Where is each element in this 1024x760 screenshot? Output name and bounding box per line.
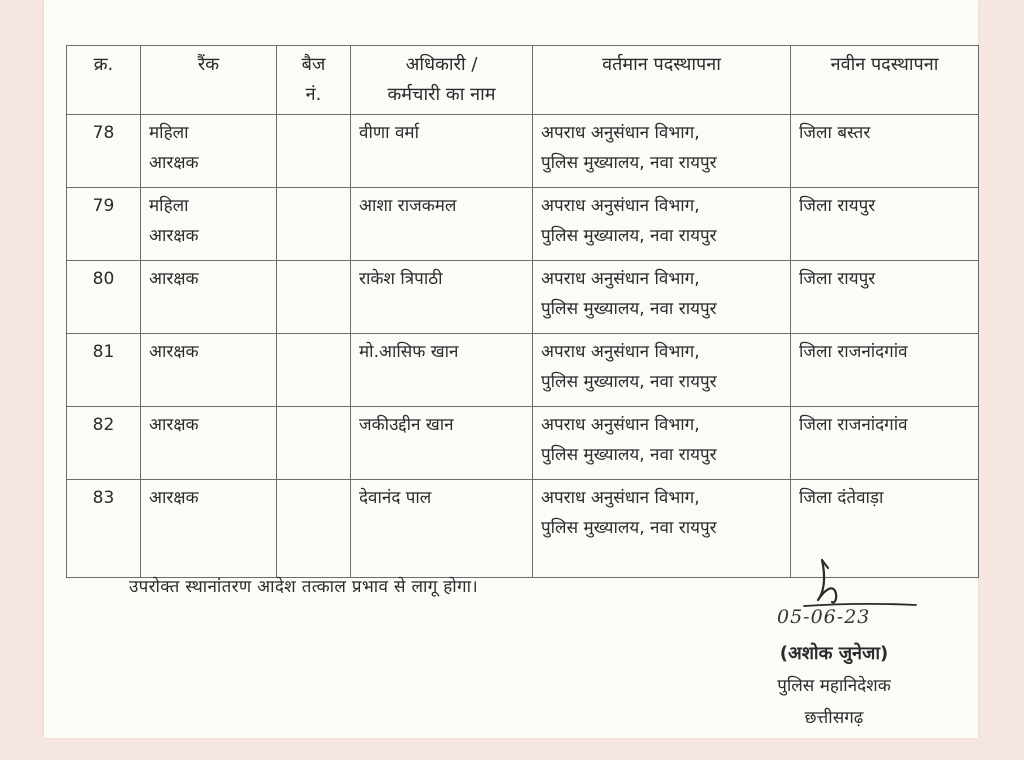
- cell-badge-no: [277, 407, 351, 480]
- cell-officer-name: राकेश त्रिपाठी: [351, 261, 533, 334]
- signatory-designation: पुलिस महानिदेशक: [777, 676, 891, 696]
- header-new-posting: नवीन पदस्थापना: [791, 46, 979, 115]
- transfer-table: [66, 45, 979, 578]
- cell-new-posting: जिला रायपुर: [791, 188, 979, 261]
- signatory-state: छत्तीसगढ़: [804, 708, 864, 728]
- header-current-posting: वर्तमान पदस्थापना: [533, 46, 791, 115]
- cell-badge-no: [277, 334, 351, 407]
- cell-officer-name: आशा राजकमल: [351, 188, 533, 261]
- header-badge-no: बैज नं.: [277, 46, 351, 115]
- cell-rank: महिला आरक्षक: [141, 115, 277, 188]
- cell-officer-name: देवानंद पाल: [351, 480, 533, 578]
- cell-current-posting: अपराध अनुसंधान विभाग, पुलिस मुख्यालय, नवा रायपुर: [533, 188, 791, 261]
- table-row: [67, 115, 979, 188]
- table-header-row: [67, 46, 979, 115]
- cell-officer-name: जकीउद्दीन खान: [351, 407, 533, 480]
- table-row: [67, 261, 979, 334]
- header-officer-name: अधिकारी / कर्मचारी का नाम: [351, 46, 533, 115]
- cell-current-posting: अपराध अनुसंधान विभाग, पुलिस मुख्यालय, नवा रायपुर: [533, 407, 791, 480]
- cell-serial-no: 79: [67, 188, 141, 261]
- cell-serial-no: 78: [67, 115, 141, 188]
- document-page: [44, 0, 978, 738]
- header-serial-no: क्र.: [67, 46, 141, 115]
- cell-rank: महिला आरक्षक: [141, 188, 277, 261]
- cell-rank: आरक्षक: [141, 407, 277, 480]
- cell-badge-no: [277, 480, 351, 578]
- cell-serial-no: 82: [67, 407, 141, 480]
- cell-new-posting: जिला राजनांदगांव: [791, 334, 979, 407]
- table-row: [67, 334, 979, 407]
- cell-current-posting: अपराध अनुसंधान विभाग, पुलिस मुख्यालय, नवा रायपुर: [533, 261, 791, 334]
- signatory-name: (अशोक जुनेजा): [779, 643, 889, 664]
- cell-rank: आरक्षक: [141, 480, 277, 578]
- cell-serial-no: 80: [67, 261, 141, 334]
- cell-serial-no: 83: [67, 480, 141, 578]
- cell-current-posting: अपराध अनुसंधान विभाग, पुलिस मुख्यालय, नवा रायपुर: [533, 334, 791, 407]
- cell-badge-no: [277, 261, 351, 334]
- table-row: [67, 407, 979, 480]
- header-rank: रैंक: [141, 46, 277, 115]
- cell-serial-no: 81: [67, 334, 141, 407]
- order-effective-note: उपरोक्त स्थानांतरण आदेश तत्काल प्रभाव से लागू होगा।: [129, 577, 479, 597]
- cell-officer-name: वीणा वर्मा: [351, 115, 533, 188]
- cell-rank: आरक्षक: [141, 334, 277, 407]
- cell-new-posting: जिला राजनांदगांव: [791, 407, 979, 480]
- cell-badge-no: [277, 188, 351, 261]
- cell-new-posting: जिला रायपुर: [791, 261, 979, 334]
- signature-date: 05-06-23: [777, 606, 871, 628]
- cell-current-posting: अपराध अनुसंधान विभाग, पुलिस मुख्यालय, नवा रायपुर: [533, 480, 791, 578]
- table-row: [67, 188, 979, 261]
- cell-new-posting: जिला बस्तर: [791, 115, 979, 188]
- cell-new-posting: जिला दंतेवाड़ा: [791, 480, 979, 578]
- cell-current-posting: अपराध अनुसंधान विभाग, पुलिस मुख्यालय, नवा रायपुर: [533, 115, 791, 188]
- cell-badge-no: [277, 115, 351, 188]
- signatory-block: [734, 638, 934, 734]
- cell-rank: आरक्षक: [141, 261, 277, 334]
- cell-officer-name: मो.आसिफ खान: [351, 334, 533, 407]
